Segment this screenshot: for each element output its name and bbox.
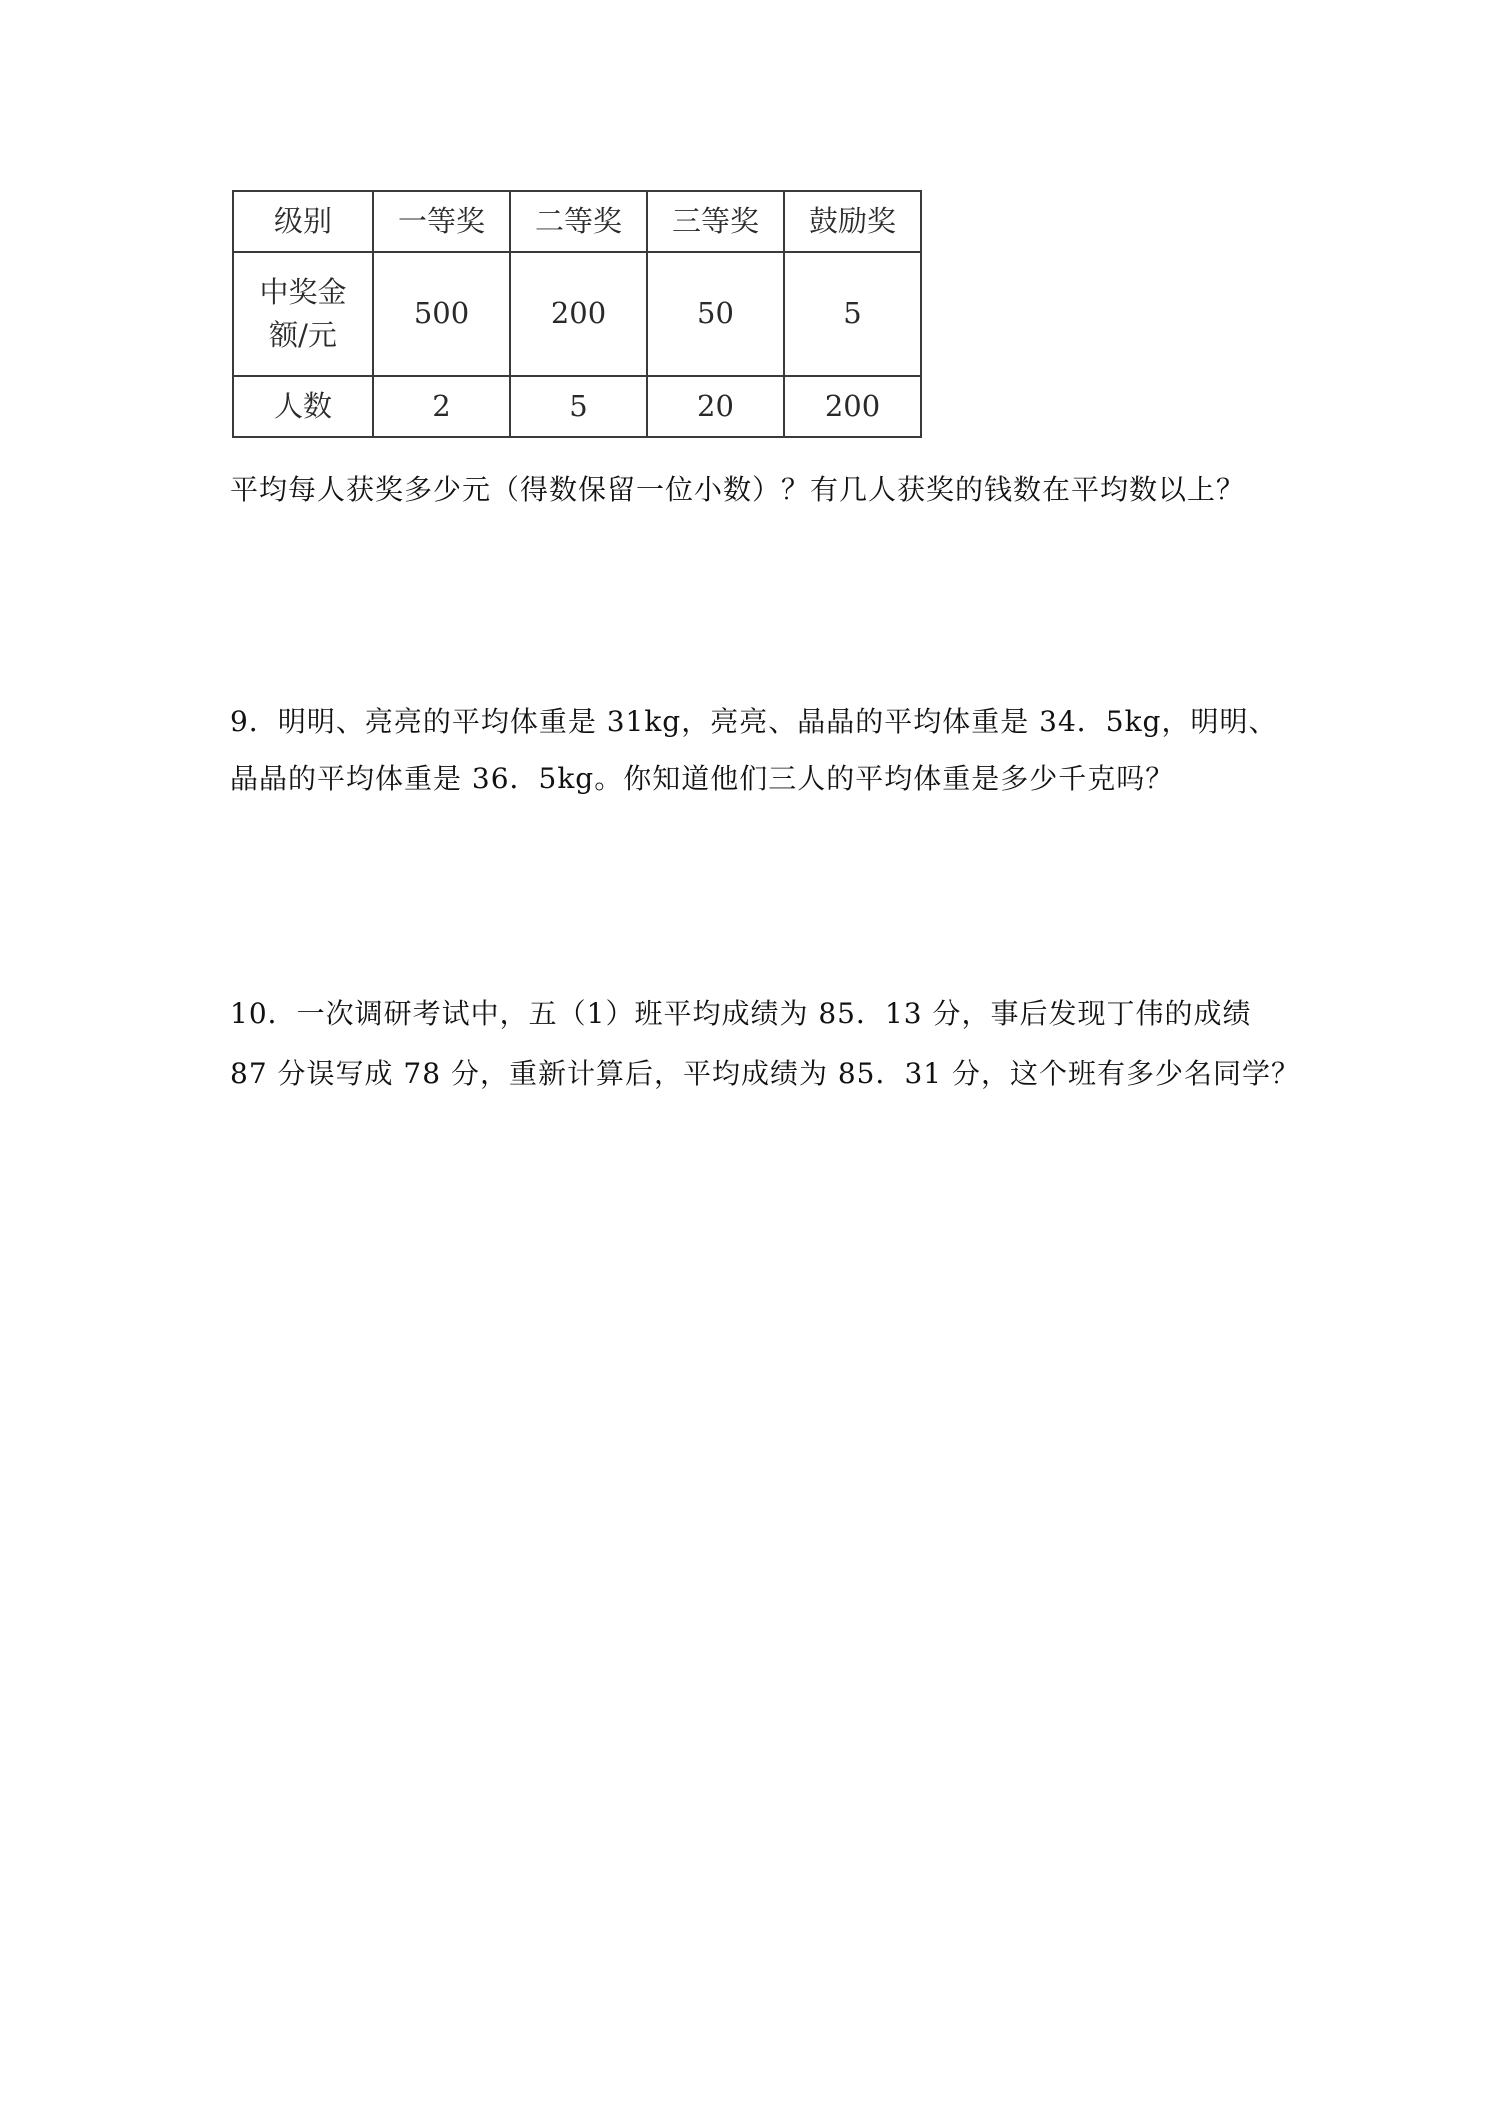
prize-table xyxy=(232,190,922,438)
table-cell: 5 xyxy=(510,376,647,437)
table-header-cell: 二等奖 xyxy=(510,191,647,252)
table-cell: 50 xyxy=(647,252,784,376)
table-row-amount xyxy=(233,252,921,376)
table-header-row xyxy=(233,191,921,252)
table-header-cell: 鼓励奖 xyxy=(784,191,921,252)
table-row-count xyxy=(233,376,921,437)
row-label-line: 中奖金 xyxy=(259,274,347,309)
question-10-line-2: 87 分误写成 78 分，重新计算后，平均成绩为 85．31 分，这个班有多少名同学？ xyxy=(230,1057,1301,1090)
question-9-line-1: 9．明明、亮亮的平均体重是 31kg，亮亮、晶晶的平均体重是 34．5kg，明明、 xyxy=(230,705,1278,738)
question-8-text: 平均每人获奖多少元（得数保留一位小数）？有几人获奖的钱数在平均数以上？ xyxy=(230,473,1246,506)
question-10-line-1: 10．一次调研考试中，五（1）班平均成绩为 85．13 分，事后发现丁伟的成绩 xyxy=(230,997,1252,1030)
table-cell: 20 xyxy=(647,376,784,437)
table-cell: 200 xyxy=(784,376,921,437)
table-header-cell: 三等奖 xyxy=(647,191,784,252)
question-9-line-2: 晶晶的平均体重是 36．5kg。你知道他们三人的平均体重是多少千克吗？ xyxy=(230,762,1175,795)
table-header-cell: 一等奖 xyxy=(373,191,510,252)
table-cell: 200 xyxy=(510,252,647,376)
table-cell: 500 xyxy=(373,252,510,376)
table-header-cell: 级别 xyxy=(233,191,373,252)
table-cell: 2 xyxy=(373,376,510,437)
row-label-count: 人数 xyxy=(233,376,373,437)
row-label-line: 额/元 xyxy=(269,318,337,352)
table-cell: 5 xyxy=(784,252,921,376)
row-label-amount xyxy=(233,252,373,376)
